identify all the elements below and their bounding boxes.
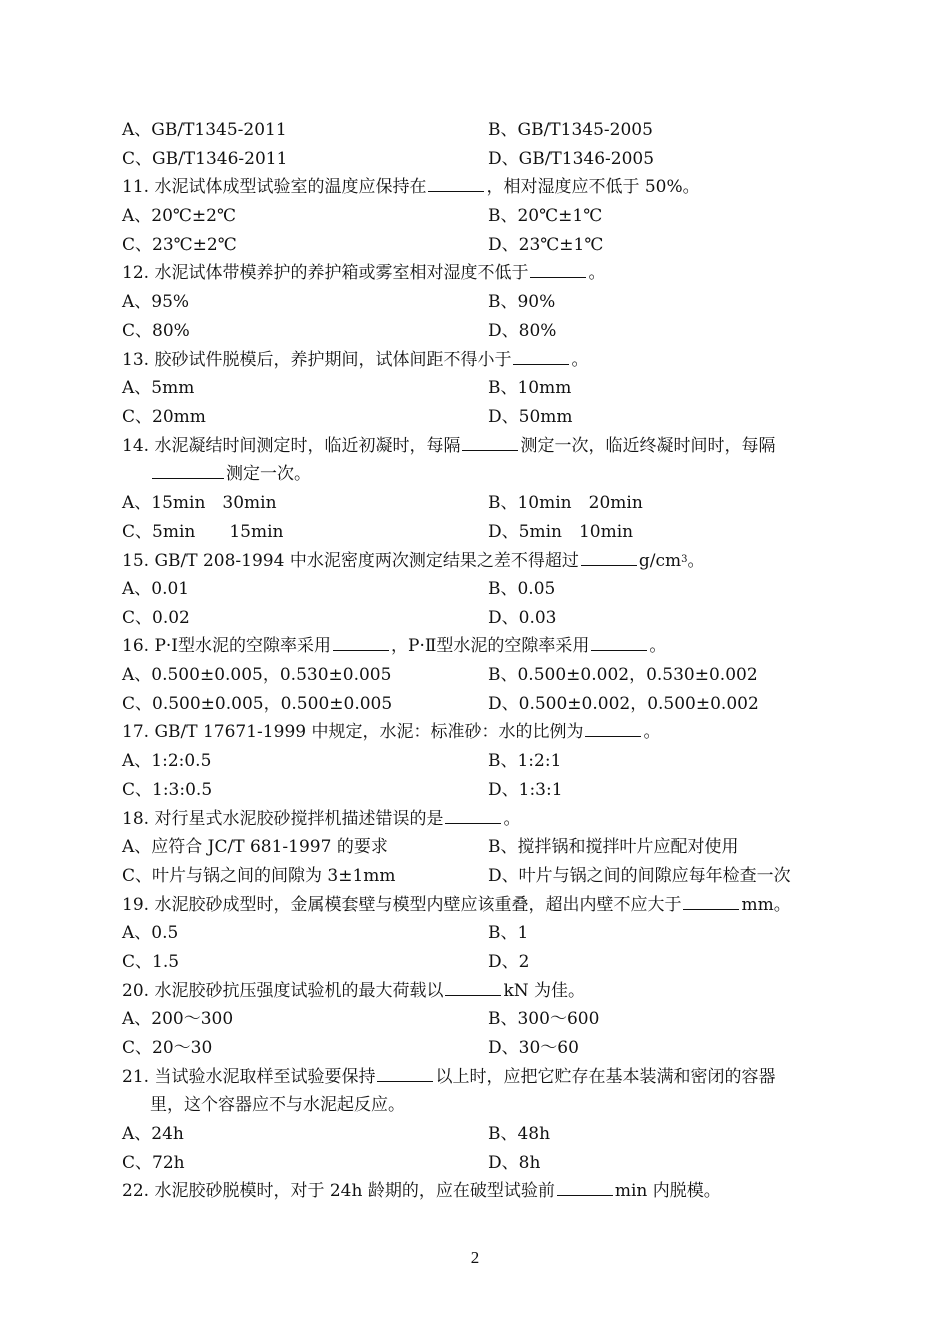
question-line xyxy=(122,546,842,575)
question-line xyxy=(122,718,842,747)
answer-blank xyxy=(591,634,647,651)
question-text: 19. 水泥胶砂成型时，金属模套壁与模型内壁应该重叠，超出内壁不应大于 xyxy=(122,894,682,915)
option-row xyxy=(122,145,842,174)
option-left: C、72h xyxy=(122,1152,185,1173)
question-text: 。 xyxy=(643,722,661,743)
option-row xyxy=(122,776,842,805)
question-line xyxy=(122,259,842,288)
option-row xyxy=(122,948,842,977)
option-left: C、23℃±2℃ xyxy=(122,234,237,255)
question-text: 22. 水泥胶砂脱模时，对于 24h 龄期的，应在破型试验前 xyxy=(122,1181,555,1202)
answer-blank xyxy=(585,720,641,737)
question-text: 14. 水泥凝结时间测定时，临近初凝时，每隔 xyxy=(122,435,461,456)
question-text: g/cm xyxy=(638,551,682,572)
option-right: D、2 xyxy=(488,951,530,972)
question-text: 。 xyxy=(687,551,705,572)
option-left: C、1:3:0.5 xyxy=(122,779,213,800)
option-left: C、1.5 xyxy=(122,951,180,972)
question-text: ，P·Ⅱ型水泥的空隙率采用 xyxy=(391,636,590,657)
question-text: 里，这个容器应不与水泥起反应。 xyxy=(150,1095,405,1116)
question-text: kN 为佳。 xyxy=(503,980,586,1001)
option-row xyxy=(122,1120,842,1149)
option-row xyxy=(122,116,842,145)
option-right: B、20℃±1℃ xyxy=(488,206,603,227)
option-left: C、20mm xyxy=(122,406,206,427)
option-right: D、50mm xyxy=(488,406,573,427)
question-text: 11. 水泥试体成型试验室的温度应保持在 xyxy=(122,177,427,198)
question-text: 18. 对行星式水泥胶砂搅拌机描述错误的是 xyxy=(122,808,444,829)
option-row xyxy=(122,919,842,948)
question-line xyxy=(122,632,842,661)
option-right: D、5min 10min xyxy=(488,521,634,542)
option-left: A、0.01 xyxy=(122,579,190,599)
question-text: mm。 xyxy=(741,894,791,915)
answer-blank xyxy=(333,634,389,651)
option-row xyxy=(122,403,842,432)
option-left: C、20～30 xyxy=(122,1038,213,1058)
question-text: 测定一次。 xyxy=(226,464,311,485)
option-right: B、300～600 xyxy=(488,1009,600,1030)
answer-blank xyxy=(445,979,501,996)
question-text: 16. P·Ⅰ型水泥的空隙率采用 xyxy=(122,636,331,657)
option-right: D、30～60 xyxy=(488,1038,579,1058)
question-line xyxy=(122,173,842,202)
option-right: D、GB/T1346-2005 xyxy=(488,148,655,169)
page-number: 2 xyxy=(470,1248,480,1267)
option-right: D、23℃±1℃ xyxy=(488,234,604,255)
option-left: C、0.02 xyxy=(122,607,190,628)
option-left: A、0.500±0.005，0.530±0.005 xyxy=(122,665,392,686)
option-right: B、90% xyxy=(488,292,556,313)
option-right: B、搅拌锅和搅拌叶片应配对使用 xyxy=(488,837,739,858)
option-right: D、8h xyxy=(488,1152,541,1173)
option-row xyxy=(122,317,842,346)
option-left: A、20℃±2℃ xyxy=(122,206,237,227)
option-left: A、200～300 xyxy=(122,1009,234,1030)
option-row xyxy=(122,862,842,891)
option-left: A、1:2:0.5 xyxy=(122,751,212,772)
question-continuation xyxy=(122,1091,842,1120)
question-text: 测定一次，临近终凝时间时，每隔 xyxy=(520,435,776,456)
answer-blank xyxy=(513,348,569,365)
answer-blank xyxy=(530,261,586,278)
option-right: D、1:3:1 xyxy=(488,779,563,800)
question-text: 以上时，应把它贮存在基本装满和密闭的容器 xyxy=(435,1066,776,1087)
option-right: B、0.05 xyxy=(488,579,556,599)
option-right: B、GB/T1345-2005 xyxy=(488,120,653,140)
option-row xyxy=(122,518,842,547)
option-row xyxy=(122,489,842,518)
option-row xyxy=(122,1005,842,1034)
option-right: D、0.500±0.002，0.500±0.002 xyxy=(488,693,759,714)
question-text: 21. 当试验水泥取样至试验要保持 xyxy=(122,1066,376,1087)
option-right: B、48h xyxy=(488,1124,551,1145)
option-left: A、GB/T1345-2011 xyxy=(122,120,287,140)
option-row xyxy=(122,661,842,690)
option-row xyxy=(122,604,842,633)
question-text: ，相对湿度应不低于 50%。 xyxy=(486,177,700,198)
question-text: 17. GB/T 17671-1999 中规定，水泥：标准砂：水的比例为 xyxy=(122,722,584,743)
option-right: B、10mm xyxy=(488,378,572,399)
answer-blank xyxy=(557,1179,613,1196)
option-right: D、80% xyxy=(488,320,557,341)
answer-blank xyxy=(152,462,224,479)
answer-blank xyxy=(445,807,501,824)
option-row xyxy=(122,288,842,317)
option-row xyxy=(122,747,842,776)
option-right: B、0.500±0.002，0.530±0.002 xyxy=(488,665,758,686)
option-left: A、应符合 JC/T 681-1997 的要求 xyxy=(122,837,388,858)
option-row xyxy=(122,374,842,403)
answer-blank xyxy=(428,175,484,192)
option-right: D、0.03 xyxy=(488,607,557,628)
option-row xyxy=(122,690,842,719)
option-left: A、95% xyxy=(122,292,190,313)
question-continuation xyxy=(122,460,842,489)
option-left: A、5mm xyxy=(122,378,195,399)
question-line xyxy=(122,977,842,1006)
question-text: 。 xyxy=(503,808,521,829)
option-right: B、1:2:1 xyxy=(488,751,562,772)
superscript: 3 xyxy=(681,554,688,566)
option-left: C、5min 15min xyxy=(122,521,284,542)
document-body xyxy=(122,116,842,1206)
question-line xyxy=(122,1063,842,1092)
answer-blank xyxy=(462,434,518,451)
question-text: 12. 水泥试体带模养护的养护箱或雾室相对湿度不低于 xyxy=(122,263,529,284)
option-row xyxy=(122,575,842,604)
answer-blank xyxy=(581,549,637,566)
option-left: C、叶片与锅之间的间隙为 3±1mm xyxy=(122,865,396,886)
option-left: C、80% xyxy=(122,320,190,341)
option-right: D、叶片与锅之间的间隙应每年检查一次 xyxy=(488,865,791,886)
option-left: C、GB/T1346-2011 xyxy=(122,148,288,169)
option-left: C、0.500±0.005，0.500±0.005 xyxy=(122,693,393,714)
answer-blank xyxy=(377,1065,433,1082)
option-row xyxy=(122,202,842,231)
question-text: 13. 胶砂试件脱模后，养护期间，试体间距不得小于 xyxy=(122,349,512,370)
question-text: 15. GB/T 208-1994 中水泥密度两次测定结果之差不得超过 xyxy=(122,551,579,572)
option-row xyxy=(122,231,842,260)
option-row xyxy=(122,833,842,862)
option-right: B、1 xyxy=(488,923,529,944)
question-text: 。 xyxy=(649,636,667,657)
question-line xyxy=(122,805,842,834)
option-row xyxy=(122,1034,842,1063)
question-text: 20. 水泥胶砂抗压强度试验机的最大荷载以 xyxy=(122,980,444,1001)
question-text: 。 xyxy=(588,263,606,284)
option-left: A、15min 30min xyxy=(122,492,277,513)
question-text: 。 xyxy=(571,349,589,370)
option-left: A、0.5 xyxy=(122,923,179,944)
question-line xyxy=(122,432,842,461)
question-line xyxy=(122,1177,842,1206)
question-line xyxy=(122,346,842,375)
answer-blank xyxy=(683,893,739,910)
option-left: A、24h xyxy=(122,1124,184,1145)
question-text: min 内脱模。 xyxy=(614,1181,721,1202)
option-right: B、10min 20min xyxy=(488,492,643,513)
question-line xyxy=(122,891,842,920)
option-row xyxy=(122,1149,842,1178)
